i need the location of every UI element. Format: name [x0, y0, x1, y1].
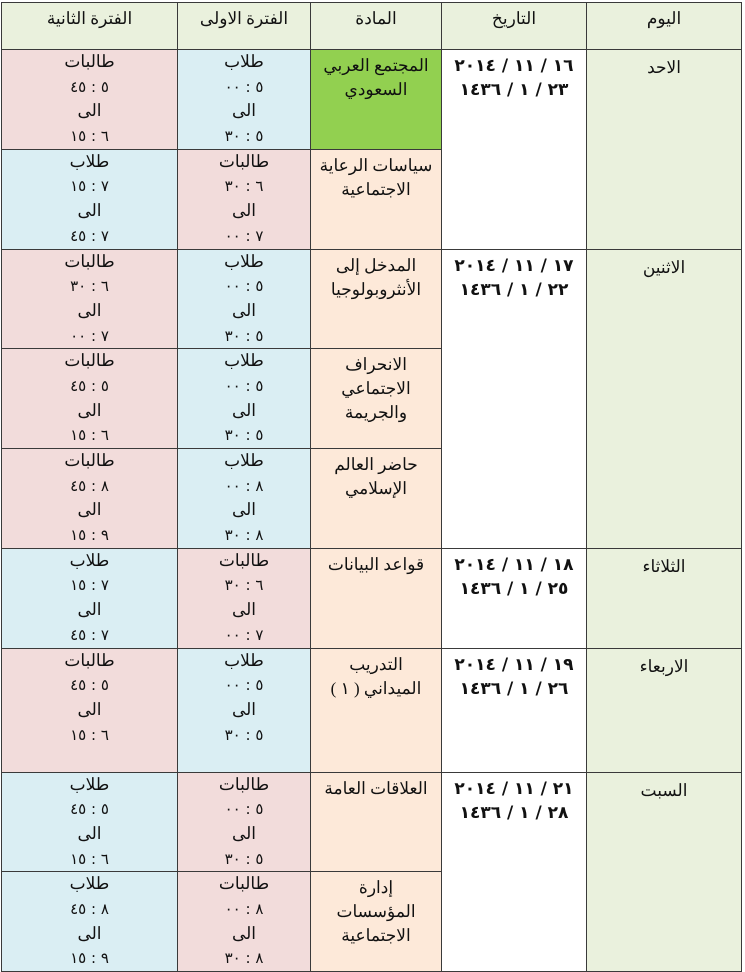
header-date: التاريخ — [442, 3, 587, 50]
slot-to-label: الى — [77, 400, 102, 420]
slot-to-label: الى — [231, 500, 257, 520]
first-period-cell — [178, 449, 311, 549]
slot-end-time: ٨ : ٣٠ — [224, 526, 264, 545]
slot-end-time: ٦ : ١٥ — [70, 849, 109, 868]
slot-group: طالبات — [64, 650, 115, 670]
second-period-cell — [2, 449, 178, 549]
slot-end-time: ٨ : ٣٠ — [224, 949, 264, 968]
slot-end-time: ٥ : ٣٠ — [224, 426, 264, 445]
date-cell — [442, 772, 587, 972]
slot-start-time: ٦ : ٣٠ — [224, 576, 264, 595]
slot-group: طلاب — [224, 251, 264, 271]
slot-start-time: ٨ : ٠٠ — [224, 476, 264, 495]
slot-group: طالبات — [64, 351, 115, 371]
slot-start-time: ٥ : ٤٥ — [70, 800, 109, 819]
slot-to-label: الى — [77, 300, 102, 320]
subject-cell: الانحراف الاجتماعي والجريمة — [311, 349, 442, 449]
second-period-cell — [2, 872, 178, 972]
slot-group: طلاب — [69, 774, 110, 794]
slot-to-label: الى — [231, 923, 257, 943]
slot-end-time: ٩ : ١٥ — [70, 526, 109, 545]
gregorian-date: ١٧ / ١١ / ٢٠١٤ — [454, 255, 574, 276]
slot-group: طلاب — [69, 874, 110, 894]
slot-start-time: ٥ : ٤٥ — [70, 676, 109, 695]
subject-cell: العلاقات العامة — [311, 772, 442, 872]
second-period-cell — [2, 50, 178, 150]
hijri-date: ٢٦ / ١ / ١٤٣٦ — [459, 678, 569, 699]
slot-group: طلاب — [69, 550, 110, 570]
slot-start-time: ٨ : ٤٥ — [70, 476, 109, 495]
first-period-cell — [178, 149, 311, 249]
slot-end-time: ٦ : ١٥ — [70, 127, 109, 146]
schedule-row — [2, 548, 742, 648]
second-period-cell — [2, 149, 178, 249]
header-first-period: الفترة الاولى — [178, 3, 311, 50]
day-cell: السبت — [587, 772, 742, 972]
slot-group: طلاب — [224, 650, 264, 670]
slot-group: طالبات — [218, 874, 270, 894]
second-period-cell — [2, 772, 178, 872]
slot-end-time: ٦ : ١٥ — [70, 725, 109, 744]
schedule-row — [2, 249, 742, 349]
slot-start-time: ٦ : ٣٠ — [224, 177, 264, 196]
slot-group: طالبات — [218, 774, 270, 794]
slot-to-label: الى — [77, 823, 102, 843]
subject-cell: سياسات الرعاية الاجتماعية — [311, 149, 442, 249]
first-period-cell — [178, 548, 311, 648]
day-cell: الاثنين — [587, 249, 742, 548]
slot-start-time: ٥ : ٠٠ — [224, 77, 264, 96]
slot-to-label: الى — [77, 699, 102, 719]
slot-start-time: ٥ : ٤٥ — [70, 376, 109, 395]
first-period-cell — [178, 249, 311, 349]
slot-end-time: ٧ : ٠٠ — [70, 326, 109, 345]
slot-start-time: ٥ : ٠٠ — [224, 676, 264, 695]
schedule-row — [2, 648, 742, 772]
slot-start-time: ٨ : ٠٠ — [224, 899, 264, 918]
slot-to-label: الى — [77, 101, 102, 121]
slot-end-time: ٥ : ٣٠ — [224, 127, 264, 146]
slot-end-time: ٩ : ١٥ — [70, 949, 109, 968]
slot-to-label: الى — [77, 500, 102, 520]
header-subject: المادة — [311, 3, 442, 50]
slot-start-time: ٧ : ١٥ — [70, 576, 109, 595]
date-cell — [442, 548, 587, 648]
first-period-cell — [178, 648, 311, 772]
schedule-body — [2, 50, 742, 972]
slot-start-time: ٨ : ٤٥ — [70, 899, 109, 918]
first-period-cell — [178, 872, 311, 972]
slot-to-label: الى — [231, 699, 257, 719]
slot-group: طلاب — [224, 451, 264, 470]
subject-cell: التدريب الميداني ( ١ ) — [311, 648, 442, 772]
first-period-cell — [178, 772, 311, 872]
slot-end-time: ٥ : ٣٠ — [224, 326, 264, 345]
slot-end-time: ٧ : ٤٥ — [70, 625, 109, 644]
day-cell: الاحد — [587, 50, 742, 250]
subject-cell: المدخل إلى الأنثروبولوجيا — [311, 249, 442, 349]
slot-start-time: ٥ : ٠٠ — [224, 800, 264, 819]
slot-end-time: ٥ : ٣٠ — [224, 849, 264, 868]
date-cell — [442, 249, 587, 548]
slot-start-time: ٥ : ٠٠ — [224, 376, 264, 395]
slot-group: طلاب — [69, 151, 110, 171]
gregorian-date: ٢١ / ١١ / ٢٠١٤ — [454, 778, 574, 799]
slot-end-time: ٧ : ٠٠ — [224, 625, 264, 644]
slot-group: طلاب — [224, 351, 264, 371]
hijri-date: ٢٥ / ١ / ١٤٣٦ — [459, 578, 569, 599]
second-period-cell — [2, 349, 178, 449]
slot-start-time: ٦ : ٣٠ — [70, 277, 109, 296]
slot-to-label: الى — [77, 923, 102, 943]
slot-end-time: ٧ : ٤٥ — [70, 226, 109, 245]
slot-to-label: الى — [231, 201, 257, 221]
slot-start-time: ٧ : ١٥ — [70, 177, 109, 196]
date-cell — [442, 50, 587, 250]
slot-end-time: ٥ : ٣٠ — [224, 725, 264, 744]
schedule-row — [2, 50, 742, 150]
slot-to-label: الى — [231, 101, 257, 121]
slot-group: طالبات — [64, 451, 115, 470]
exam-schedule-table — [1, 2, 742, 972]
slot-group: طالبات — [64, 52, 115, 71]
slot-end-time: ٦ : ١٥ — [70, 426, 109, 445]
subject-cell: قواعد البيانات — [311, 548, 442, 648]
day-cell: الاربعاء — [587, 648, 742, 772]
first-period-cell — [178, 50, 311, 150]
subject-cell: المجتمع العربي السعودي — [311, 50, 442, 150]
hijri-date: ٢٣ / ١ / ١٤٣٦ — [459, 80, 569, 100]
slot-to-label: الى — [231, 823, 257, 843]
slot-group: طلاب — [224, 52, 264, 71]
date-cell — [442, 648, 587, 772]
slot-to-label: الى — [77, 201, 102, 221]
subject-cell: إدارة المؤسسات الاجتماعية — [311, 872, 442, 972]
header-row — [2, 3, 742, 50]
slot-start-time: ٥ : ٤٥ — [70, 77, 109, 96]
slot-to-label: الى — [231, 400, 257, 420]
header-day: اليوم — [587, 3, 742, 50]
slot-group: طالبات — [64, 251, 115, 271]
gregorian-date: ١٦ / ١١ / ٢٠١٤ — [454, 56, 574, 76]
gregorian-date: ١٨ / ١١ / ٢٠١٤ — [454, 554, 574, 575]
schedule-row — [2, 772, 742, 872]
slot-start-time: ٥ : ٠٠ — [224, 277, 264, 296]
second-period-cell — [2, 249, 178, 349]
slot-to-label: الى — [231, 600, 257, 620]
slot-to-label: الى — [77, 600, 102, 620]
day-cell: الثلاثاء — [587, 548, 742, 648]
gregorian-date: ١٩ / ١١ / ٢٠١٤ — [454, 654, 574, 675]
hijri-date: ٢٨ / ١ / ١٤٣٦ — [459, 802, 569, 823]
subject-cell: حاضر العالم الإسلامي — [311, 449, 442, 549]
header-second-period: الفترة الثانية — [2, 3, 178, 50]
slot-to-label: الى — [231, 300, 257, 320]
hijri-date: ٢٢ / ١ / ١٤٣٦ — [459, 279, 569, 300]
slot-group: طالبات — [218, 550, 270, 570]
first-period-cell — [178, 349, 311, 449]
slot-end-time: ٧ : ٠٠ — [224, 226, 264, 245]
second-period-cell — [2, 548, 178, 648]
slot-group: طالبات — [218, 151, 270, 171]
second-period-cell — [2, 648, 178, 772]
